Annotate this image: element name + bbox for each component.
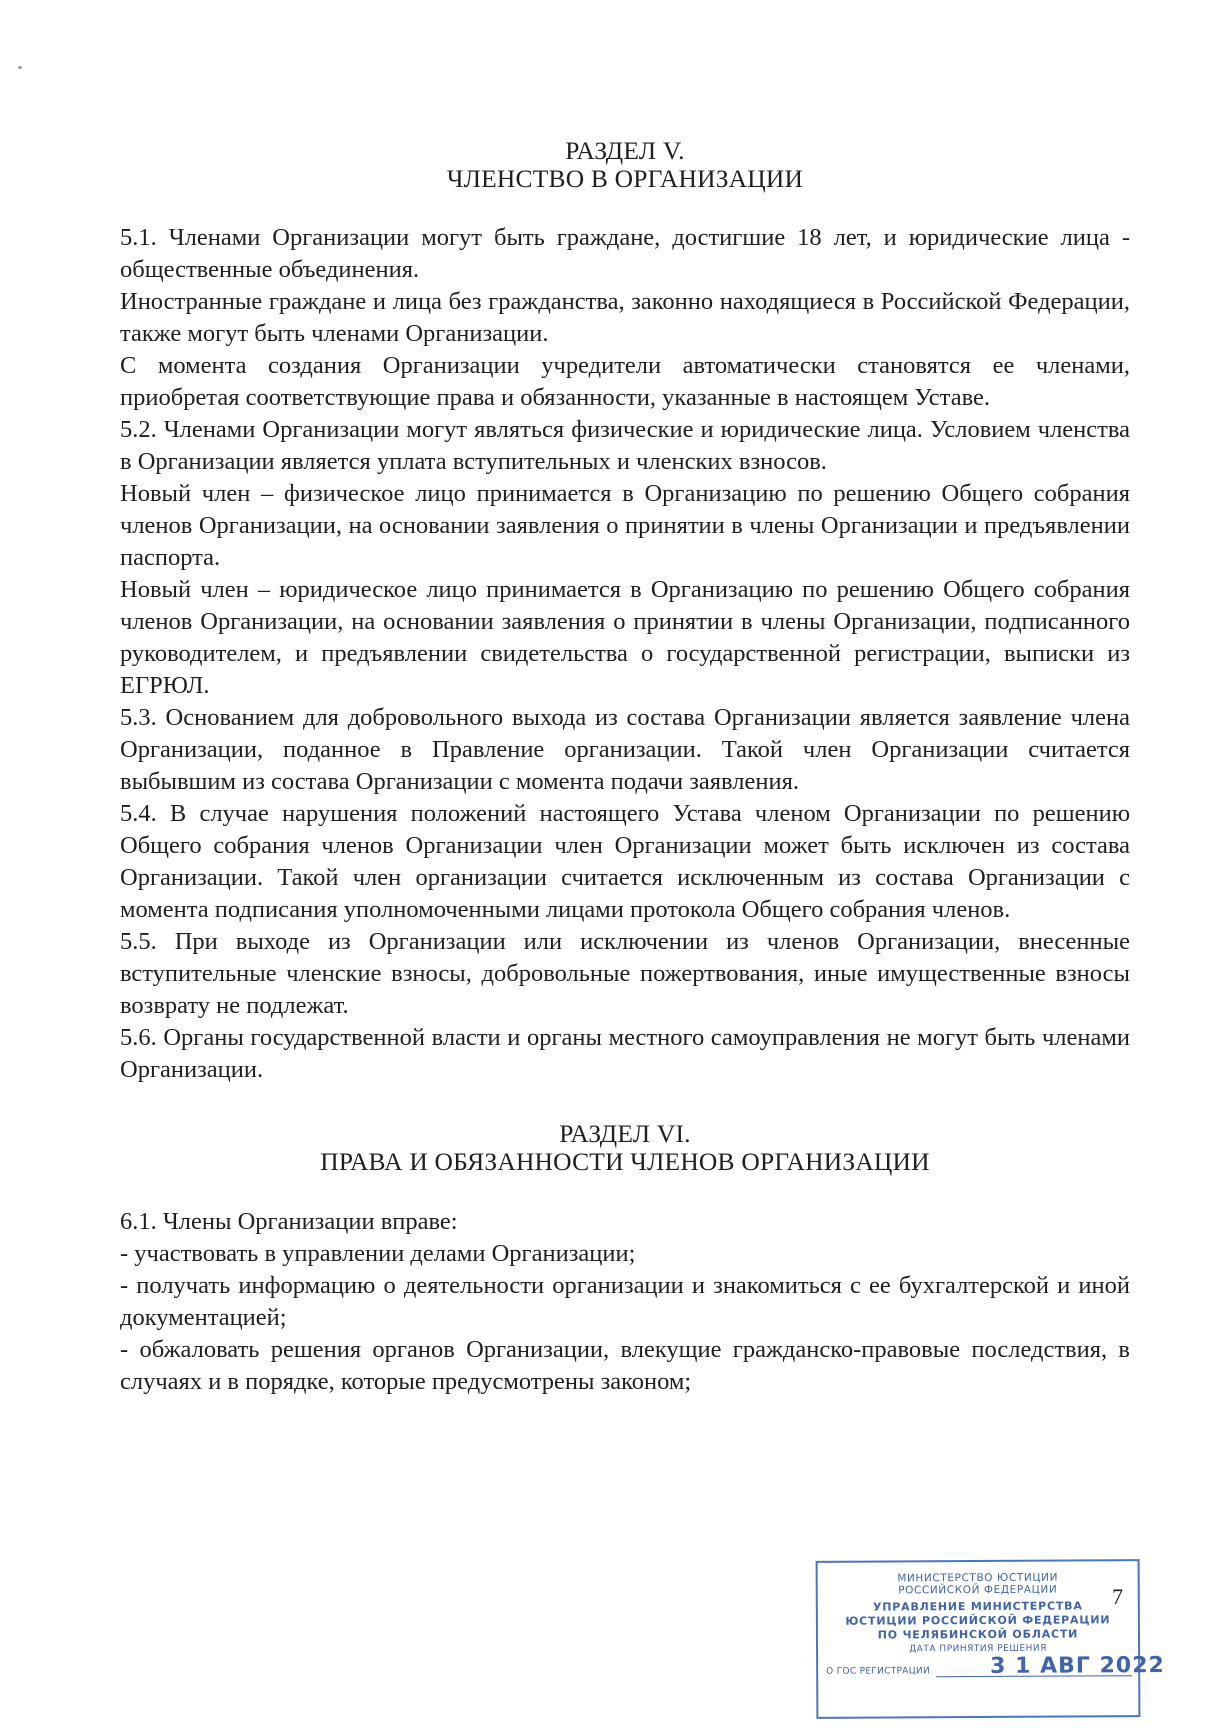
paragraph-5-1-founders: С момента создания Организации учредители автоматически становятся ее членами, приобретая соответствующие права и обязанности, указанные в настоящем Уставе. <box>120 352 1130 411</box>
paragraph-5-1: 5.1. Членами Организации могут быть граждане, достигшие 18 лет, и юридические лица - общественные объединения. <box>120 224 1130 283</box>
paragraph-5-3: 5.3. Основанием для добровольного выхода из состава Организации является заявление члена Организации, поданное в Правление организации. Такой член Организации считается выбывшим из состава Организации с момента подачи заявления. <box>120 704 1130 795</box>
stamp-line-justice: ЮСТИЦИИ РОССИЙСКОЙ ФЕДЕРАЦИИ <box>845 1613 1111 1628</box>
list-item-information: - получать информацию о деятельности организации и знакомиться с ее бухгалтерской и иной документацией; <box>120 1272 1130 1331</box>
stamp-line-department: УПРАВЛЕНИЕ МИНИСТЕРСТВА <box>872 1599 1083 1614</box>
paragraph-5-5: 5.5. При выходе из Организации или исключении из членов Организации, внесенные вступительные членские взносы, добровольные пожертвования, иные имущественные взносы возврату не подлежат. <box>120 928 1130 1019</box>
paragraph-5-2-legal-entity: Новый член – юридическое лицо принимается в Организацию по решению Общего собрания членов Организации, на основании заявления о принятии в члены Организации, подписанного руководителем, и предъявлении свидетельства о государственной регистрации, выписки из ЕГРЮЛ. <box>120 576 1130 699</box>
stamp-date: 3 1 АВГ 2022 <box>990 1653 1165 1679</box>
registration-stamp <box>816 1559 1165 1719</box>
section-5-title: ЧЛЕНСТВО В ОРГАНИЗАЦИИ <box>446 164 804 193</box>
paragraph-5-1-foreign: Иностранные граждане и лица без гражданства, законно находящиеся в Российской Федерации, также могут быть членами Организации. <box>120 288 1130 347</box>
stamp-line-decision-date: ДАТА ПРИНЯТИЯ РЕШЕНИЯ <box>909 1643 1047 1655</box>
paragraph-5-6: 5.6. Органы государственной власти и органы местного самоуправления не могут быть членами Организации. <box>120 1024 1130 1083</box>
paragraph-5-4: 5.4. В случае нарушения положений настоящего Устава членом Организации по решению Общего собрания членов Организации член Организации может быть исключен из состава Организации. Такой член организации считается исключенным из состава Организации с момента подписания уполномоченными лицами протокола Общего собрания членов. <box>120 800 1130 923</box>
section-5-heading: РАЗДЕЛ V. <box>565 136 685 165</box>
section-6-heading: РАЗДЕЛ VI. <box>559 1119 691 1148</box>
section-5-body <box>120 222 1130 1086</box>
page-number: 7 <box>1112 1584 1123 1609</box>
paragraph-5-2: 5.2. Членами Организации могут являться физические и юридические лица. Условием членства в Организации является уплата вступительных и членских взносов. <box>120 416 1130 475</box>
list-item-participate: - участвовать в управлении делами Организации; <box>120 1240 636 1267</box>
paragraph-6-1: 6.1. Члены Организации вправе: <box>120 1208 458 1235</box>
stamp-line-region: ПО ЧЕЛЯБИНСКОЙ ОБЛАСТИ <box>877 1627 1079 1642</box>
stamp-line-ministry: МИНИСТЕРСТВО ЮСТИЦИИ <box>897 1571 1059 1585</box>
list-item-appeal: - обжаловать решения органов Организации, влекущие гражданско-правовые последствия, в случаях и в порядке, которые предусмотрены законом; <box>120 1336 1130 1395</box>
section-6-title: ПРАВА И ОБЯЗАННОСТИ ЧЛЕНОВ ОРГАНИЗАЦИИ <box>320 1147 930 1176</box>
scan-speck <box>18 66 22 69</box>
section-6-body <box>120 1206 1130 1398</box>
stamp-line-federation: РОССИЙСКОЙ ФЕДЕРАЦИИ <box>898 1583 1058 1597</box>
stamp-registration-label: О ГОС РЕГИСТРАЦИИ <box>826 1666 931 1677</box>
paragraph-5-2-individual: Новый член – физическое лицо принимается в Организацию по решению Общего собрания членов Организации, на основании заявления о принятии в члены Организации и предъявлении паспорта. <box>120 480 1130 571</box>
